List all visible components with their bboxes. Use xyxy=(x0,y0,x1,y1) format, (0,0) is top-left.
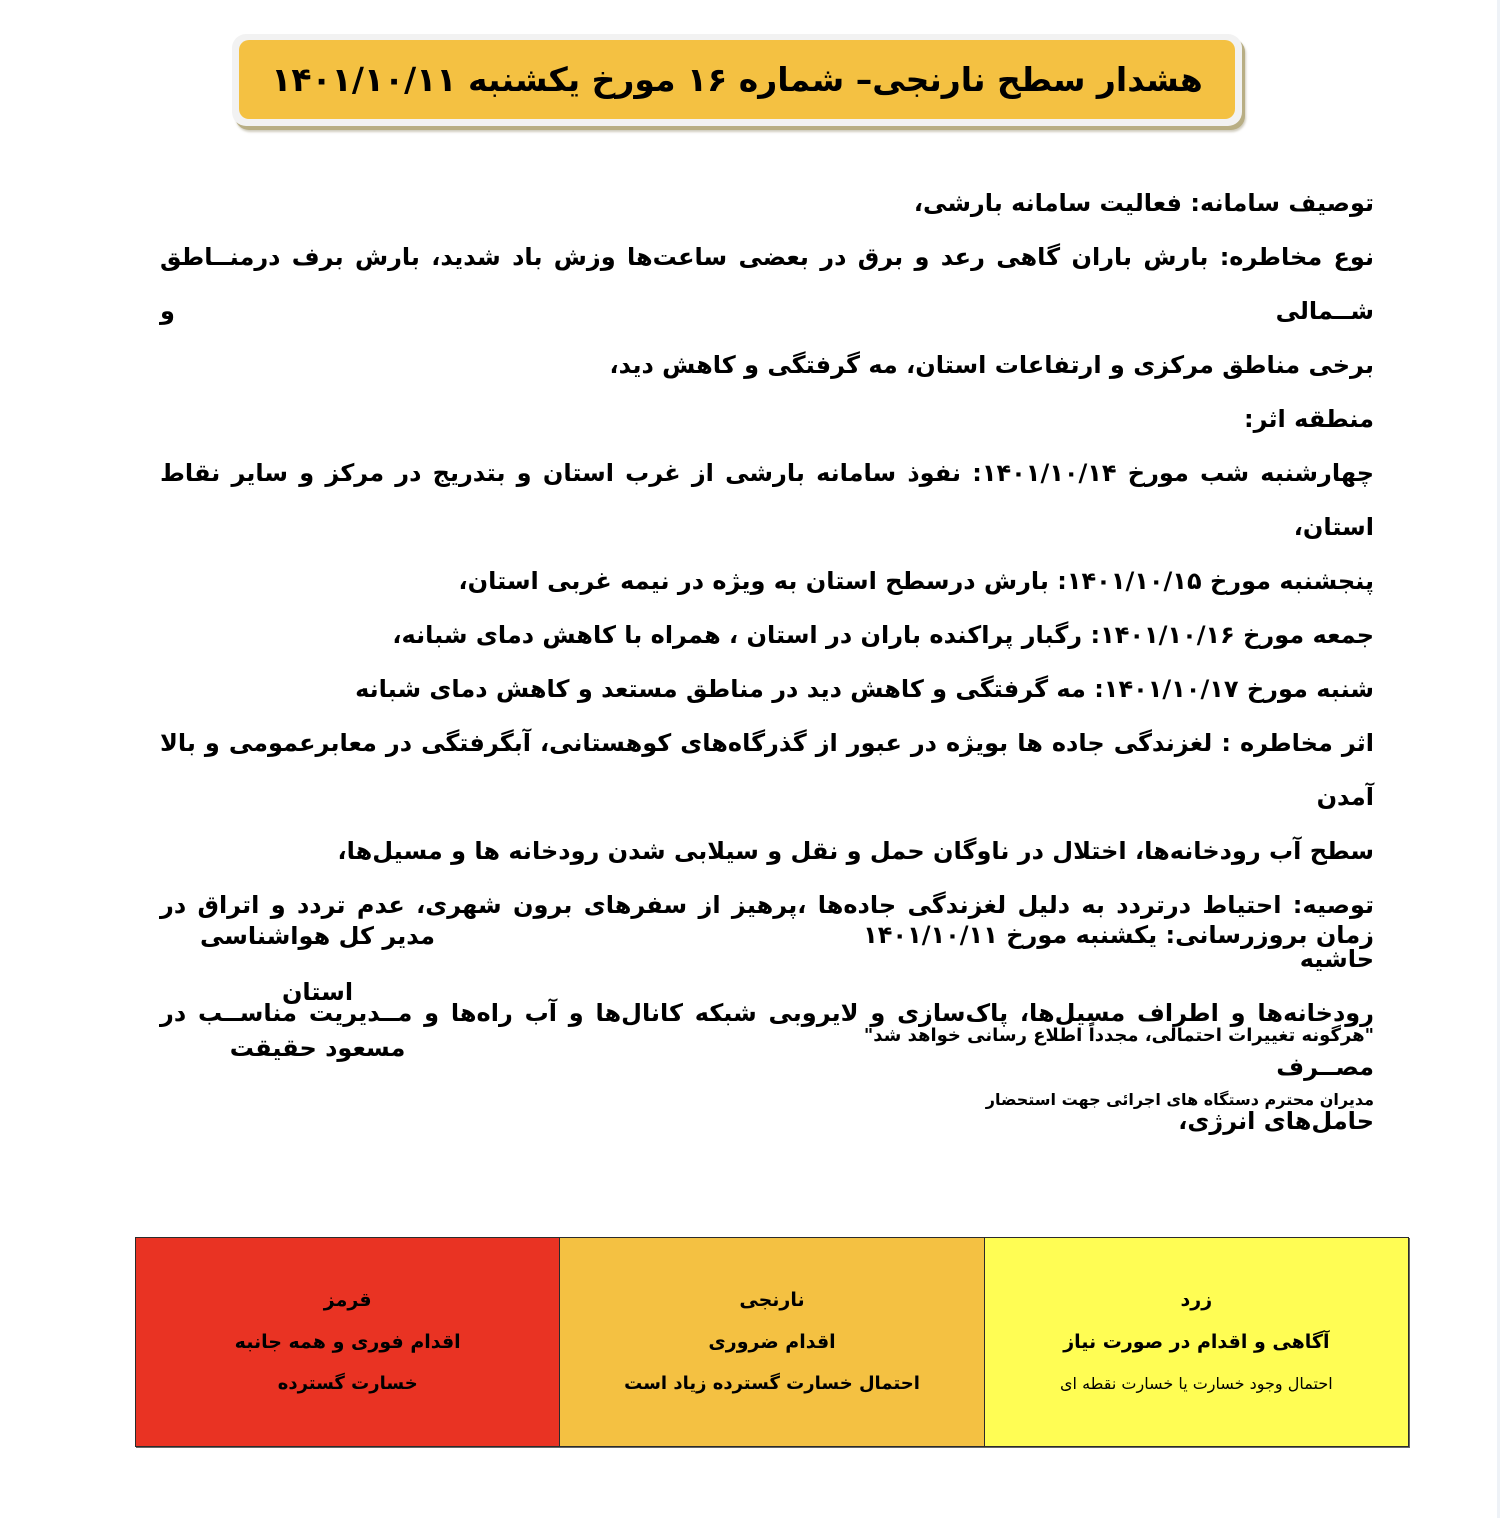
recommendation-line-3: حامل‌های انرژی، xyxy=(1178,1107,1374,1135)
level-action: آگاهی و اقدام در صورت نیاز xyxy=(1063,1331,1330,1353)
level-name: زرد xyxy=(1180,1289,1213,1311)
level-name: نارنجی xyxy=(739,1289,805,1311)
level-description: احتمال وجود خسارت یا خسارت نقطه ای xyxy=(1060,1374,1333,1393)
hazard-effect-line-1: اثر مخاطره : لغزندگی جاده ها بویژه در عبور از گذرگاه‌های کوهستانی، آبگرفتگی در معابرعمومی و بالا آمدن xyxy=(160,729,1374,811)
recipients-note: مدیران محترم دستگاه های اجرائی جهت استحضار xyxy=(985,1090,1374,1109)
hazard-type-line-2: برخی مناطق مرکزی و ارتفاعات استان، مه گرفتگی و کاهش دید، xyxy=(609,351,1374,379)
warning-levels-table xyxy=(135,1237,1409,1447)
schedule-item: پنجشنبه مورخ ۱۴۰۱/۱۰/۱۵: بارش درسطح استان به ویژه در نیمه غربی استان، xyxy=(458,567,1374,595)
hazard-effect-line-2: سطح آب رودخانه‌ها، اختلال در ناوگان حمل و نقل و سیلابی شدن رودخانه ها و مسیل‌ها، xyxy=(337,837,1374,865)
schedule-item: شنبه مورخ ۱۴۰۱/۱۰/۱۷: مه گرفتگی و کاهش دید در مناطق مستعد و کاهش دمای شبانه xyxy=(355,675,1374,703)
level-action: اقدام فوری و همه جانبه xyxy=(234,1331,461,1353)
level-action: اقدام ضروری xyxy=(708,1331,836,1353)
update-time: زمان بروزرسانی: یکشنبه مورخ ۱۴۰۱/۱۰/۱۱ xyxy=(863,921,1374,949)
recommendation-line-2: رودخانه‌ها و اطراف مسیل‌ها، پاک‌سازی و لایروبی شبکه کانال‌ها و آب راه‌ها و مــدیریت مناســب در مصــرف xyxy=(160,999,1374,1081)
level-red xyxy=(136,1238,560,1446)
schedule-item: جمعه مورخ ۱۴۰۱/۱۰/۱۶: رگبار پراکنده باران در استان ، همراه با کاهش دمای شبانه، xyxy=(392,621,1374,649)
change-notice: "هرگونه تغییرات احتمالی، مجدداً اطلاع رسانی خواهد شد" xyxy=(863,1025,1374,1046)
warning-banner-fill xyxy=(239,40,1235,119)
hazard-type-line-1: نوع مخاطره: بارش باران گاهی رعد و برق در بعضی ساعت‌ها وزش باد شدید، بارش برف درمنــاطق شــمالی و xyxy=(160,243,1374,325)
level-description: خسارت گسترده xyxy=(277,1373,418,1394)
level-description: احتمال خسارت گسترده زیاد است xyxy=(624,1373,920,1394)
warning-title: هشدار سطح نارنجی– شماره ۱۶ مورخ یکشنبه ۱۴۰۱/۱۰/۱۱ xyxy=(271,60,1203,99)
system-description: توصیف سامانه: فعالیت سامانه بارشی، xyxy=(913,189,1374,217)
signer-name: مسعود حقیقت xyxy=(229,1034,406,1062)
recommendation-line-1: توصیه: احتیاط درتردد به دلیل لغزندگی جاده‌ها ،پرهیز از سفرهای برون شهری، عدم تردد و اتراق در حاشیه xyxy=(160,891,1374,973)
signer-title: مدیر کل هواشناسی استان xyxy=(200,922,435,1006)
level-yellow xyxy=(985,1238,1408,1446)
affected-area-label: منطقه اثر: xyxy=(1244,405,1374,433)
schedule-item: چهارشنبه شب مورخ ۱۴۰۱/۱۰/۱۴: نفوذ سامانه بارشی از غرب استان و بتدریج در مرکز و سایر نقاط استان، xyxy=(160,459,1374,541)
level-name: قرمز xyxy=(323,1289,372,1311)
level-orange xyxy=(560,1238,984,1446)
warning-banner xyxy=(232,34,1242,126)
signature-block xyxy=(165,908,470,1076)
